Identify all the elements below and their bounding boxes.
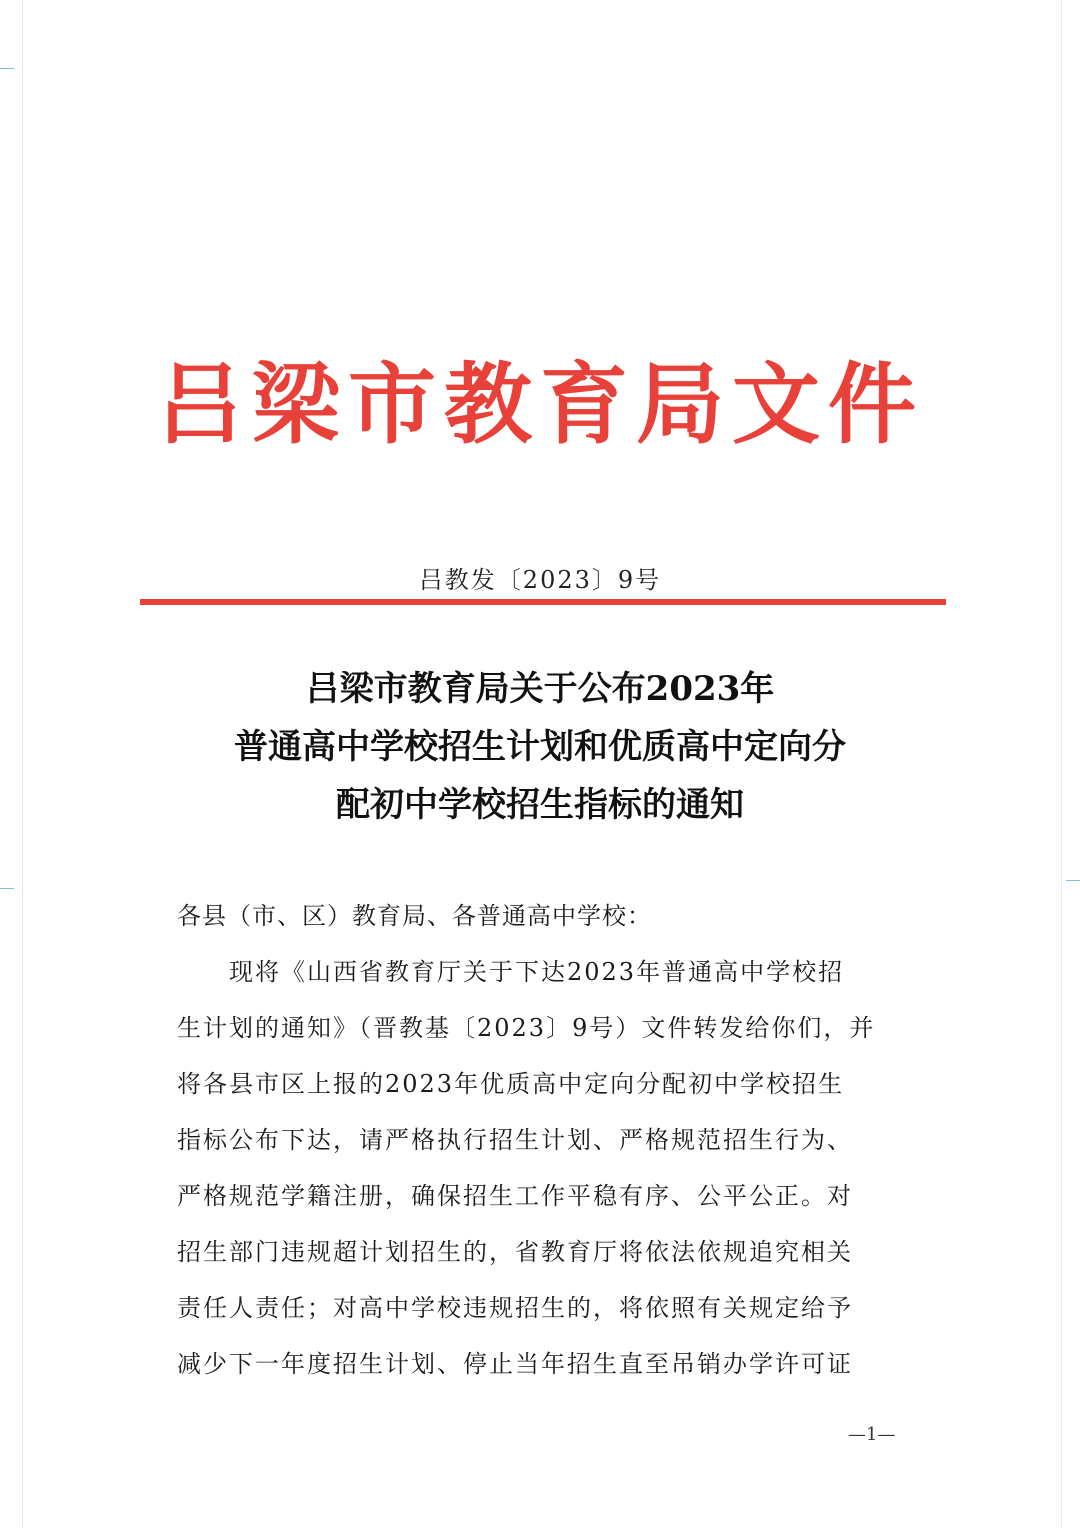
scan-edge-right (1061, 0, 1062, 1528)
document-body (177, 888, 922, 1392)
document-number: 吕教发〔2023〕9号 (418, 566, 662, 594)
red-divider-line (140, 599, 946, 605)
body-line: 责任人责任；对高中学校违规招生的，将依照有关规定给予 (177, 1294, 853, 1322)
scan-mark (1066, 880, 1080, 881)
notice-title (130, 660, 950, 834)
page-number: —1— (848, 1424, 896, 1445)
body-line: 减少下一年度招生计划、停止当年招生直至吊销办学许可证 (177, 1350, 853, 1378)
notice-title-line: 吕梁市教育局关于公布2023年 (305, 669, 775, 709)
body-line: 生计划的通知》（晋教基〔2023〕9号）文件转发给你们，并 (177, 1014, 876, 1042)
scan-mark (0, 68, 14, 69)
document-header-title: 吕梁市教育局文件 (155, 353, 924, 456)
salutation: 各县（市、区）教育局、各普通高中学校： (177, 902, 652, 930)
body-line: 招生部门违规超计划招生的，省教育厅将依法依规追究相关 (177, 1238, 853, 1266)
body-line: 严格规范学籍注册，确保招生工作平稳有序、公平公正。对 (177, 1182, 853, 1210)
notice-title-line: 配初中学校招生指标的通知 (336, 785, 744, 825)
body-line: 现将《山西省教育厅关于下达2023年普通高中学校招 (229, 958, 845, 986)
notice-title-line: 普通高中学校招生计划和优质高中定向分 (234, 727, 846, 767)
scan-mark (0, 888, 14, 889)
scan-edge-left (22, 0, 23, 1528)
body-line: 指标公布下达，请严格执行招生计划、严格规范招生行为、 (177, 1126, 853, 1154)
body-line: 将各县市区上报的2023年优质高中定向分配初中学校招生 (177, 1070, 845, 1098)
